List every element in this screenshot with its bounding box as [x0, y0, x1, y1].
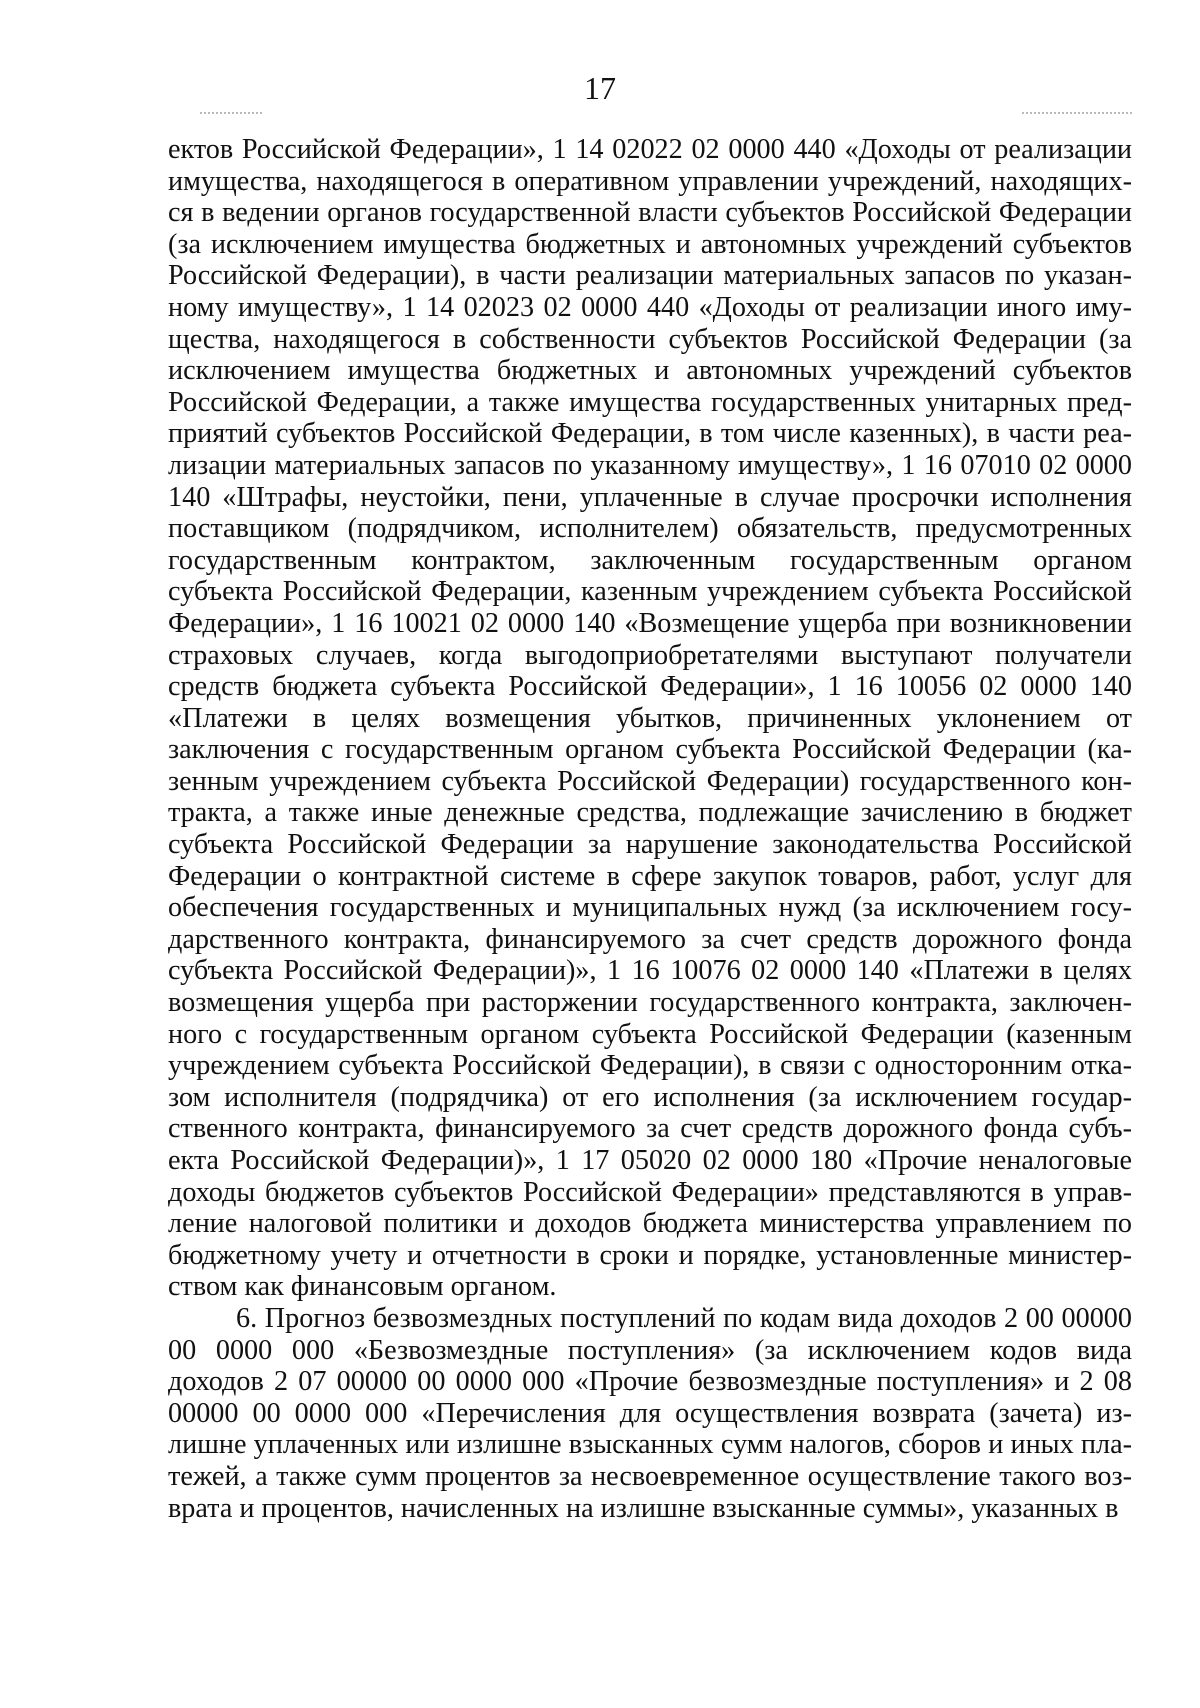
scan-artifact-left	[200, 112, 262, 116]
document-body	[168, 134, 1132, 1524]
scan-artifact-right	[1022, 112, 1132, 116]
page-number: 17	[584, 70, 616, 106]
paragraph-6: 6. Прогноз безвозмездных поступлений по кодам вида доходов 2 00 00000 00 0000 000 «Безвозмездные поступления» (за исключением кодов вида доходов 2 07 00000 00 0000 000 «Прочие безвозмездные поступления» и 2 08 00000 00 0000 000 «Перечисления для осуществления возврата (зачета) излишне уплаченных или излишне взысканных сумм налогов, сборов и иных платежей, а также сумм процентов за несвоевременное осуществление такого возврата и процентов, начисленных на излишне взысканные суммы», указанных в	[168, 1302, 1132, 1524]
paragraph-continuation: ектов Российской Федерации», 1 14 02022 02 0000 440 «Доходы от реализации имущества, находящегося в оперативном управлении учреждений, находящихся в ведении органов государственной власти субъектов Российской Федерации (за исключением имущества бюджетных и автономных учреждений субъектов Российской Федерации), в части реализации материальных запасов по указанному имуществу», 1 14 02023 02 0000 440 «Доходы от реализации иного имущества, находящегося в собственности субъектов Российской Федерации (за исключением имущества бюджетных и автономных учреждений субъектов Российской Федерации, а также имущества государственных унитарных предприятий субъектов Российской Федерации, в том числе казенных), в части реализации материальных запасов по указанному имуществу», 1 16 07010 02 0000 140 «Штрафы, неустойки, пени, уплаченные в случае просрочки исполнения поставщиком (подрядчиком, исполнителем) обязательств, предусмотренных государственным контрактом, заключенным государственным органом субъекта Российской Федерации, казенным учреждением субъекта Российской Федерации», 1 16 10021 02 0000 140 «Возмещение ущерба при возникновении страховых случаев, когда выгодоприобретателями выступают получатели средств бюджета субъекта Российской Федерации», 1 16 10056 02 0000 140 «Платежи в целях возмещения убытков, причиненных уклонением от заключения с государственным органом субъекта Российской Федерации (казенным учреждением субъекта Российской Федерации) государственного контракта, а также иные денежные средства, подлежащие зачислению в бюджет субъекта Российской Федерации за нарушение законодательства Российской Федерации о контрактной системе в сфере закупок товаров, работ, услуг для обеспечения государственных и муниципальных нужд (за исключением государственного контракта, финансируемого за счет средств дорожного фонда субъекта Российской Федерации)», 1 16 10076 02 0000 140 «Платежи в целях возмещения ущерба при расторжении государственного контракта, заключенного с государственным органом субъекта Российской Федерации (казенным учреждением субъекта Российской Федерации), в связи с односторонним отказом исполнителя (подрядчика) от его исполнения (за исключением государственного контракта, финансируемого за счет средств дорожного фонда субъекта Российской Федерации)», 1 17 05020 02 0000 180 «Прочие неналоговые доходы бюджетов субъектов Российской Федерации» представляются в управление налоговой политики и доходов бюджета министерства управлением по бюджетному учету и отчетности в сроки и порядке, установленные министерством как финансовым органом.	[168, 134, 1132, 1303]
